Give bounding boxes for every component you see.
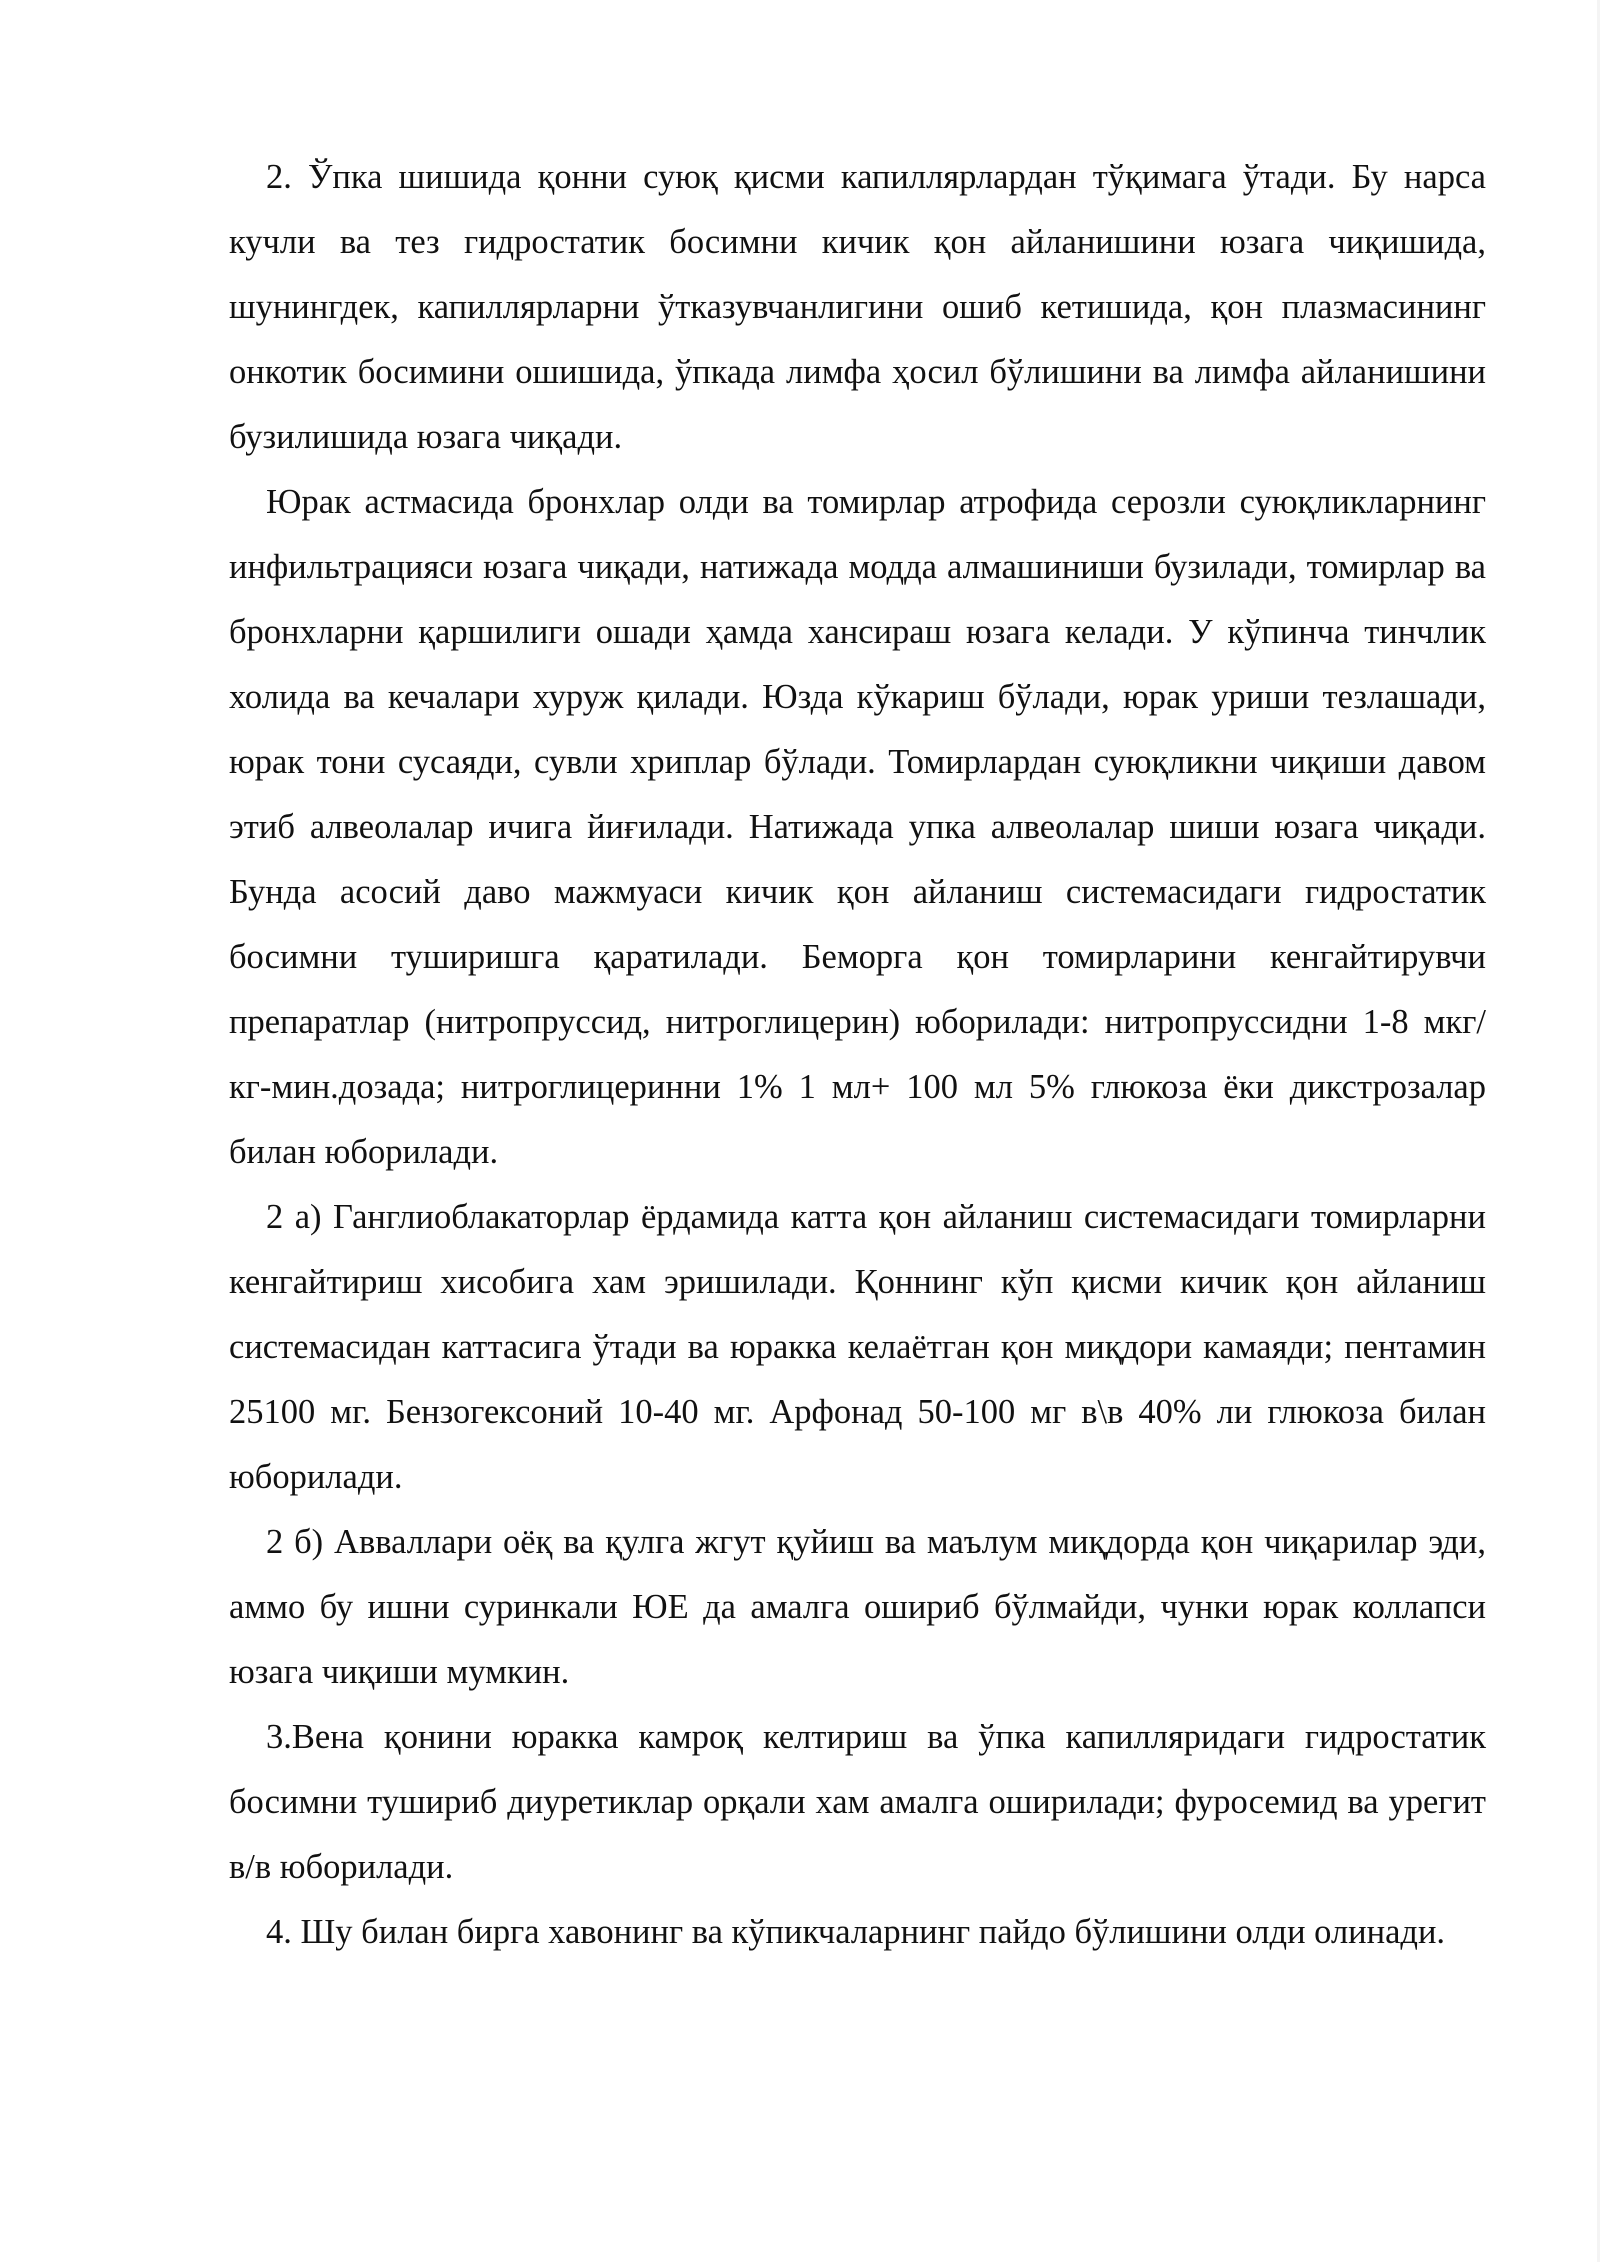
- paragraph-3: 2 а) Ганглиоблакаторлар ёрдамида катта қон айланиш системасидаги томирларни кенгайтириш хисобига хам эришилади. Қоннинг кўп қисми кичик қон айланиш системасидан каттасига ўтади ва юракка келаётган қон миқдори камаяди; пентамин 25100 мг. Бензогексоний 10-40 мг. Арфонад 50-100 мг в\в 40% ли глюкоза билан юборилади.: [229, 1198, 1486, 1496]
- paragraph-2: Юрак астмасида бронхлар олди ва томирлар атрофида серозли суюқликларнинг инфильтрацияси юзага чиқади, натижада модда алмашиниши бузилади, томирлар ва бронхларни қаршилиги ошади ҳамда хансираш юзага келади. У кўпинча тинчлик холида ва кечалари хуруж қилади. Юзда кўкариш бўлади, юрак уриши тезлашади, юрак тони сусаяди, сувли хриплар бўлади. Томирлардан суюқликни чиқиши давом этиб алвеолалар ичига йиғилади. Натижада упка алвеолалар шиши юзага чиқади. Бунда асосий даво мажмуаси кичик қон айланиш системасидаги гидростатик босимни туширишга қаратилади. Беморга қон томирларини кенгайтирувчи препаратлар (нитропруссид, нитроглицерин) юборилади: нитропруссидни 1-8 мкг/кг-мин.дозада; нитроглицеринни 1% 1 мл+ 100 мл 5% глюкоза ёки дикстрозалар билан юборилади.: [229, 483, 1486, 1171]
- paragraph-5: 3.Вена қонини юракка камроқ келтириш ва ўпка капилляридаги гидростатик босимни тушириб диуретиклар орқали хам амалга оширилади; фуросемид ва урегит в/в юборилади.: [229, 1718, 1486, 1886]
- paragraph-6: 4. Шу билан бирга хавонинг ва кўпикчаларнинг пайдо бўлишини олди олинади.: [266, 1913, 1446, 1951]
- paragraph-1: 2. Ўпка шишида қонни суюқ қисми капиллярлардан тўқимага ўтади. Бу нарса кучли ва тез гидростатик босимни кичик қон айланишини юзага чиқишида, шунингдек, капиллярларни ўтказувчанлигини ошиб кетишида, қон плазмасининг онкотик босимини ошишида, ўпкада лимфа ҳосил бўлишини ва лимфа айланишини бузилишида юзага чиқади.: [229, 158, 1486, 456]
- document-body: [229, 145, 1486, 1965]
- paragraph-4: 2 б) Авваллари оёқ ва қулга жгут қуйиш ва маълум миқдорда қон чиқарилар эди, аммо бу ишни суринкали ЮЕ да амалга ошириб бўлмайди, чунки юрак коллапси юзага чиқиши мумкин.: [229, 1523, 1486, 1691]
